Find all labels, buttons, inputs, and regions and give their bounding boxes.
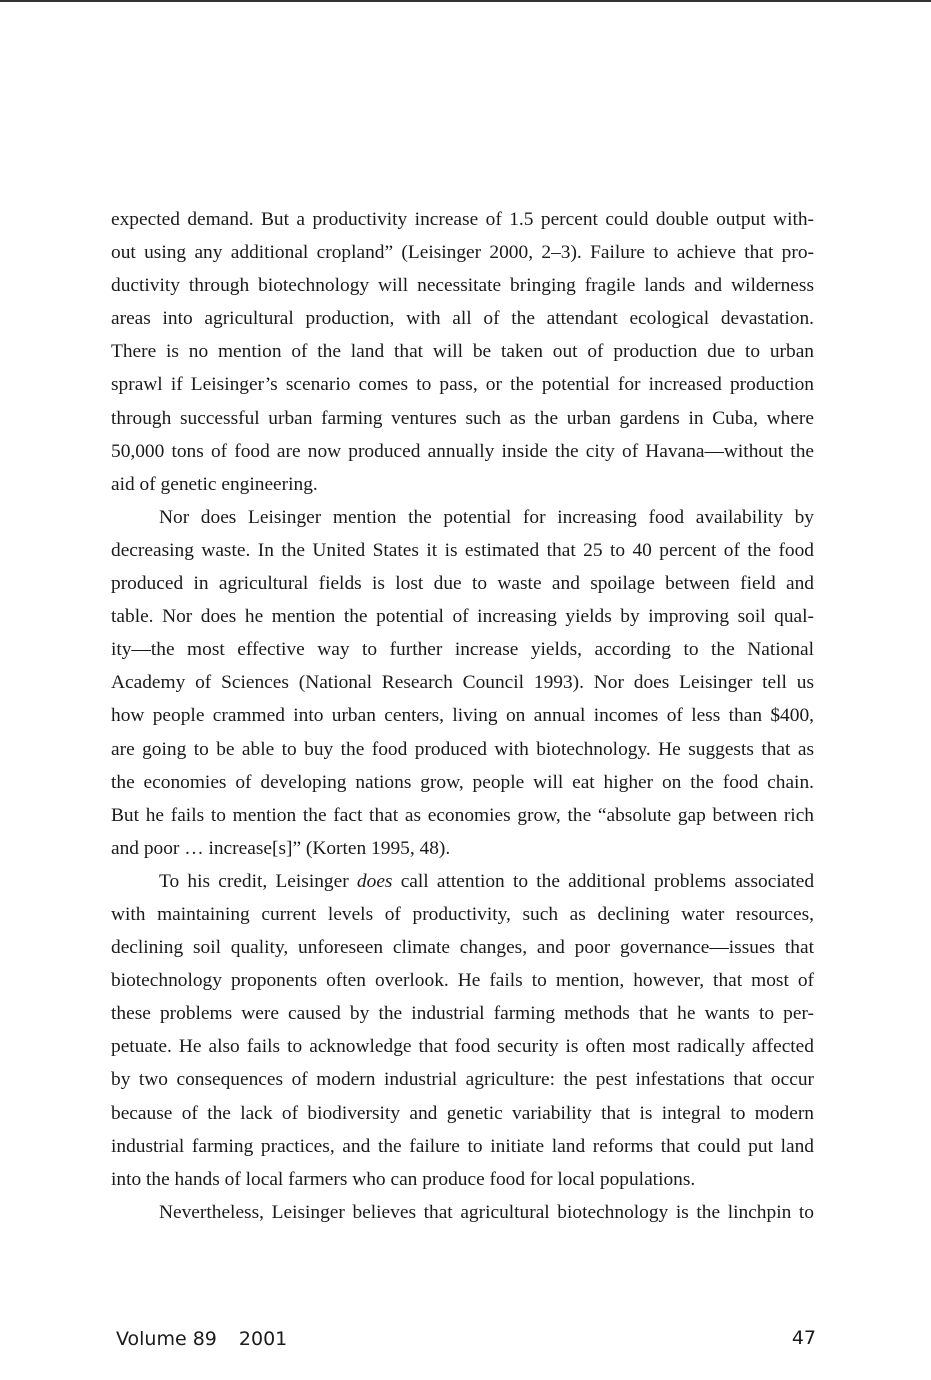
text-line xyxy=(111,865,814,898)
text-line: industrial farming practices, and the failure to initiate land reforms that could put land xyxy=(111,1135,814,1157)
text-line: There is no mention of the land that will be taken out of production due to urban xyxy=(111,341,814,363)
text-line: table. Nor does he mention the potential of increasing yields by improving soil qual- xyxy=(111,606,814,628)
emphasis: does xyxy=(356,870,393,892)
paragraph-2 xyxy=(111,501,814,865)
text-line: aid of genetic engineering. xyxy=(111,473,318,495)
text-line: 50,000 tons of food are now produced annually inside the city of Havana—without the xyxy=(111,440,814,462)
text-line: the economies of developing nations grow, people will eat higher on the food chain. xyxy=(111,771,814,793)
year-label: 2001 xyxy=(238,1328,288,1350)
text-line: Nor does Leisinger mention the potential for increasing food availability by xyxy=(159,506,814,528)
text-line: into the hands of local farmers who can produce food for local populations. xyxy=(111,1168,696,1190)
text-line: by two consequences of modern industrial agriculture: the pest infestations that occur xyxy=(111,1069,814,1091)
text-line: how people crammed into urban centers, living on annual incomes of less than $400, xyxy=(111,705,814,727)
text-line: But he fails to mention the fact that as economies grow, the “absolute gap between rich xyxy=(111,804,814,826)
top-rule xyxy=(0,0,931,2)
text-line: these problems were caused by the industrial farming methods that he wants to per- xyxy=(111,1003,814,1025)
body-text xyxy=(111,203,814,1229)
text-line: out using any additional cropland” (Leisinger 2000, 2–3). Failure to achieve that pro- xyxy=(111,242,814,264)
text-line: areas into agricultural production, with all of the attendant ecological devastation. xyxy=(111,308,814,330)
running-footer xyxy=(116,1328,287,1350)
paragraph-4 xyxy=(111,1196,814,1229)
text-line: ductivity through biotechnology will necessitate bringing fragile lands and wilderness xyxy=(111,275,814,297)
text-line: Academy of Sciences (National Research Council 1993). Nor does Leisinger tell us xyxy=(111,672,814,694)
page-number: 47 xyxy=(791,1327,816,1349)
text-line: through successful urban farming ventures such as the urban gardens in Cuba, where xyxy=(111,407,814,429)
text-line: produced in agricultural fields is lost due to waste and spoilage between field and xyxy=(111,573,814,595)
text-line: because of the lack of biodiversity and genetic variability that is integral to modern xyxy=(111,1102,814,1124)
text-run: To his credit, Leisinger xyxy=(159,870,357,892)
text-line: with maintaining current levels of productivity, such as declining water resources, xyxy=(111,903,814,925)
paragraph-3 xyxy=(111,865,814,1196)
text-line: ity—the most effective way to further increase yields, according to the National xyxy=(111,639,814,661)
text-line: petuate. He also fails to acknowledge that food security is often most radically affected xyxy=(111,1036,814,1058)
text-line: declining soil quality, unforeseen climate changes, and poor governance—issues that xyxy=(111,937,814,959)
text-line: sprawl if Leisinger’s scenario comes to pass, or the potential for increased production xyxy=(111,374,814,396)
text-run: call attention to the additional problems associated xyxy=(392,870,815,892)
text-line: biotechnology proponents often overlook. He fails to mention, however, that most of xyxy=(111,970,814,992)
text-line: expected demand. But a productivity increase of 1.5 percent could double output with- xyxy=(111,209,814,230)
volume-label: Volume 89 xyxy=(116,1328,217,1350)
text-line: and poor … increase[s]” (Korten 1995, 48). xyxy=(111,837,451,859)
text-line: decreasing waste. In the United States it is estimated that 25 to 40 percent of the food xyxy=(111,539,814,561)
text-line: Nevertheless, Leisinger believes that agricultural biotechnology is the linchpin to xyxy=(159,1201,814,1223)
paragraph-1 xyxy=(111,203,814,501)
text-line: are going to be able to buy the food produced with biotechnology. He suggests that as xyxy=(111,738,814,760)
